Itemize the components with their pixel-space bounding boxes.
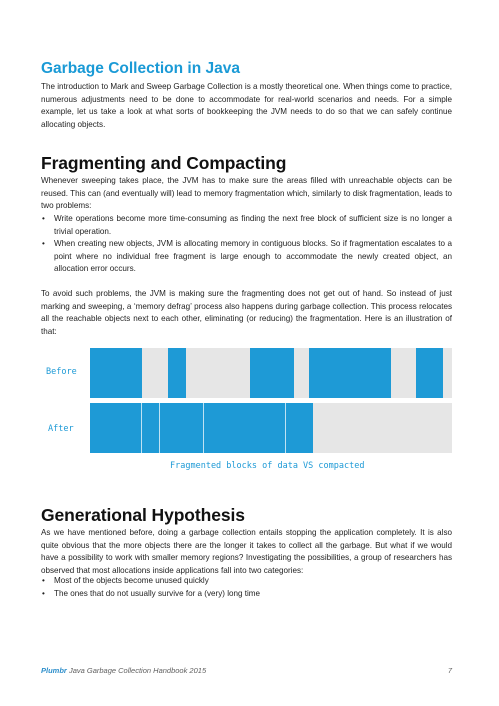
page-number: 7 — [447, 666, 452, 675]
footer-book-title: Java Garbage Collection Handbook 2015 — [68, 666, 207, 675]
used-block — [90, 403, 142, 453]
list-item: • Most of the objects become unused quickly — [41, 575, 452, 588]
section-title-gc-in-java: Garbage Collection in Java — [41, 60, 240, 77]
before-memory-row — [90, 348, 452, 398]
used-block — [250, 348, 294, 398]
used-block — [416, 348, 443, 398]
used-block — [90, 348, 142, 398]
generational-hypothesis-paragraph: As we have mentioned before, doing a garbage collection entails stopping the application completely. It is also quite obvious that the more objects there are the longer it takes to collect all the garbage. But what if we would have a possibility to work with smaller memory regions? Investigating the possibilities, a group of researchers has observed that most allocations inside applications fall into two categories: — [41, 528, 452, 575]
diagram-caption: Fragmented blocks of data VS compacted — [170, 461, 365, 471]
fragmenting-intro-paragraph: Whenever sweeping takes place, the JVM has to make sure the areas filled with unreachable objects can be reused. This can (and eventually will) lead to memory fragmentation which, similarly to disk fragmentation, leads to two problems: — [41, 176, 452, 211]
used-block — [160, 403, 204, 453]
gc-in-java-paragraph: The introduction to Mark and Sweep Garbage Collection is a mostly theoretical one. When things come to practice, numerous adjustments need to be done to accommodate for real-world scenarios and needs. For a simple example, let us take a look at what sorts of bookkeeping the JVM needs to do so that we can safely continue allocating objects. — [41, 82, 452, 129]
list-item: • Write operations become more time-consuming as finding the next free block of sufficient size is no longer a trivial operation. — [41, 213, 452, 238]
used-block — [309, 348, 391, 398]
used-block — [142, 403, 160, 453]
used-block — [168, 348, 186, 398]
allocation-categories-list — [41, 575, 452, 600]
before-label: Before — [46, 367, 77, 377]
list-item: • The ones that do not usually survive for a (very) long time — [41, 588, 452, 601]
fragmenting-problems-list — [41, 213, 452, 276]
used-block — [286, 403, 313, 453]
list-item: • When creating new objects, JVM is allocating memory in contiguous blocks. So if fragmentation escalates to a point where no individual free fragment is large enough to accommodate the newly created object, an allocation error occurs. — [41, 238, 452, 276]
section-title-generational-hypothesis: Generational Hypothesis — [41, 505, 245, 525]
footer-brand: Plumbr — [41, 666, 67, 675]
fragmentation-diagram — [90, 348, 452, 454]
page-footer — [41, 666, 452, 675]
after-memory-row — [90, 403, 452, 453]
section-title-fragmenting: Fragmenting and Compacting — [41, 153, 287, 173]
fragmenting-defrag-paragraph: To avoid such problems, the JVM is making sure the fragmenting does not get out of hand. So instead of just marking and sweeping, a ‘memory defrag’ process also happens during garbage collection. This process relocates all the reachable objects next to each other, eliminating (or reducing) the fragmentation. Here is an illustration of that: — [41, 289, 452, 336]
after-label: After — [48, 424, 74, 434]
used-block — [204, 403, 286, 453]
